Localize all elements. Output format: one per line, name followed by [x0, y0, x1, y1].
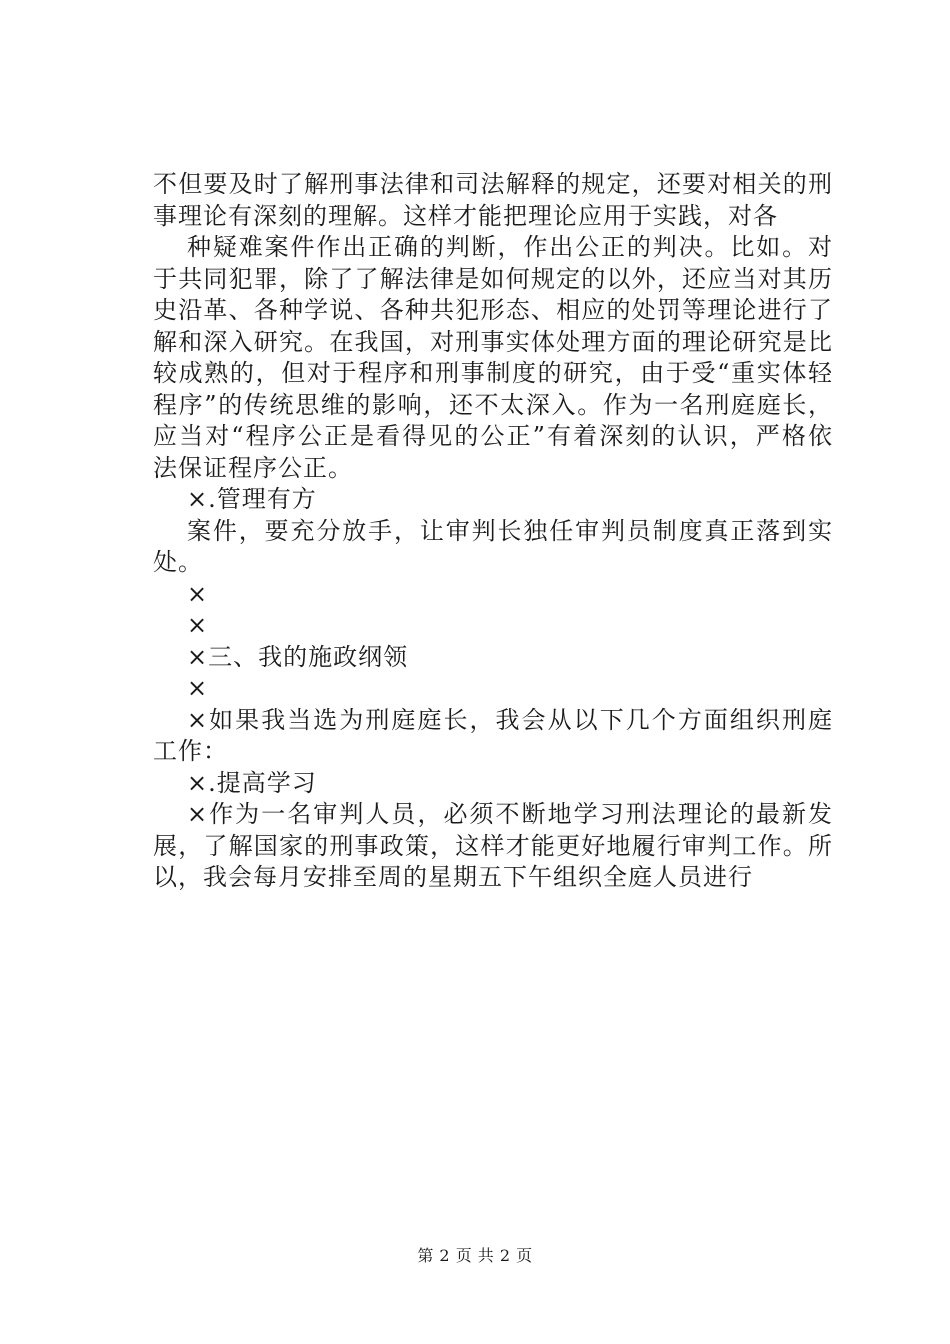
text-line: ×.提高学习 — [187, 768, 317, 797]
page-footer: 第 2 页 共 2 页 — [417, 1246, 533, 1265]
text-line: 较成熟的，但对于程序和刑事制度的研究，由于受“重实体轻 — [153, 359, 833, 387]
text-line: 种疑难案件作出正确的判断，作出公正的判决。比如。对 — [187, 233, 833, 261]
text-line: 解和深入研究。在我国，对刑事实体处理方面的理论研究是比 — [153, 327, 833, 356]
text-line: 应当对“程序公正是看得见的公正”有着深刻的认识，严格依 — [153, 422, 833, 450]
text-line: 展，了解国家的刑事政策，这样才能更好地履行审判工作。所 — [153, 831, 833, 860]
text-line: ×三、我的施政纲领 — [187, 642, 409, 671]
text-line: 法保证程序公正。 — [153, 453, 353, 482]
text-line: 案件，要充分放手，让审判长独任审判员制度真正落到实 — [187, 516, 833, 545]
text-line: 不但要及时了解刑事法律和司法解释的规定，还要对相关的刑 — [153, 170, 833, 198]
text-line: ×作为一名审判人员，必须不断地学习刑法理论的最新发 — [187, 800, 833, 828]
text-line: 工作： — [153, 737, 228, 765]
text-line: × — [187, 674, 209, 702]
text-line: ×.管理有方 — [187, 485, 317, 513]
text-line: 程序”的传统思维的影响，还不太深入。作为一名刑庭庭长， — [153, 390, 833, 419]
text-line: 处。 — [153, 548, 203, 576]
text-line: 于共同犯罪，除了了解法律是如何规定的以外，还应当对其历 — [153, 264, 833, 293]
text-line: 事理论有深刻的理解。这样才能把理论应用于实践，对各 — [153, 201, 778, 230]
text-line: ×如果我当选为刑庭庭长，我会从以下几个方面组织刑庭 — [187, 705, 833, 734]
text-line: 史沿革、各种学说、各种共犯形态、相应的处罚等理论进行了 — [153, 296, 833, 324]
text-line: × — [187, 579, 209, 608]
text-line: 以，我会每月安排至周的星期五下午组织全庭人员进行 — [153, 863, 753, 891]
document-body — [153, 169, 833, 894]
text-line: × — [187, 611, 209, 639]
